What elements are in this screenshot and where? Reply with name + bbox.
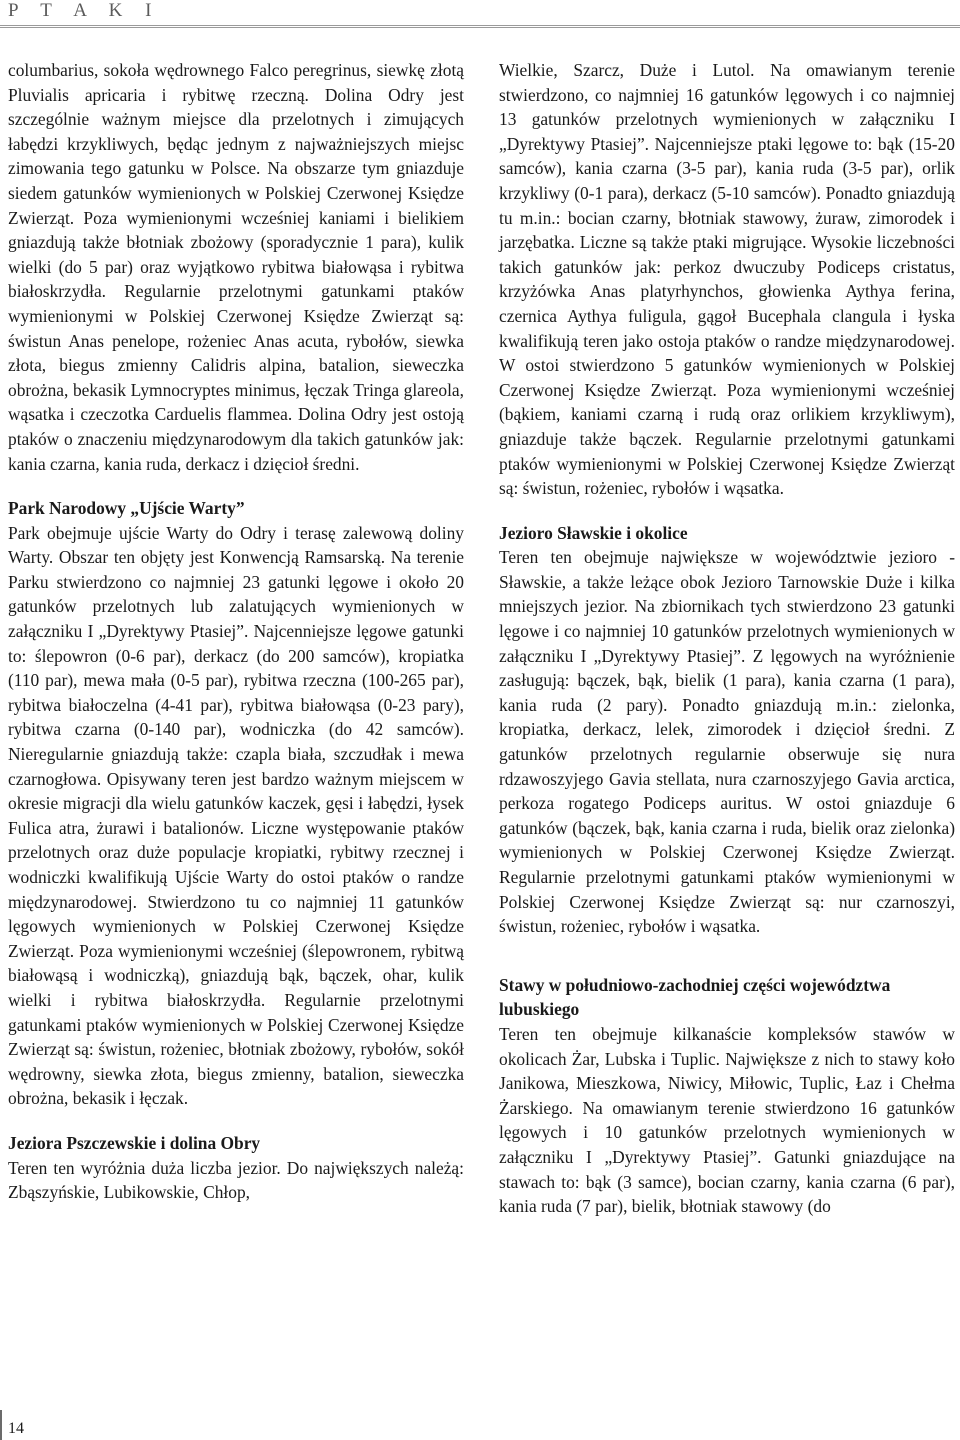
section-heading: Jeziora Pszczewskie i dolina Obry	[8, 1132, 261, 1153]
page-frame-edge	[0, 1410, 2, 1440]
paragraph: Wielkie, Szarcz, Duże i Lutol. Na omawianym terenie stwierdzono, co najmniej 16 gatunków lęgowych i co najmniej 13 gatunków przelotnych wymienionych w załączniku I „Dyrektywy Ptasiej”. Najcenniejsze ptaki lęgowe to: bąk (15-20 samców), kania czarna (3-5 par), kania ruda (3-5 par), orlik krzykliwy (0-1 para), derkacz (5-10 samców). Ponadto gniazdują tu m.in.: bocian czarny, błotniak stawowy, żuraw, zimorodek i jarzębatka. Liczne są także ptaki migrujące. Wysokie liczebności takich gatunków jak: perkoz dwuczuby Podiceps cristatus, krzyżówka Anas platyrhynchos, głowienka Aythya ferina, czernica Aythya fuligula, gągoł Bucephala clangula i łyska kwalifikują teren jako ostoja ptaków o randze międzynarodowej. W ostoi stwierdzono 5 gatunków wymienionych w Polskiej Czerwonej Księdze Zwierząt. Poza wymienionymi wcześniej (bąkiem, kaniami czarną i rudą oraz orlikiem krzykliwym), gniazduje także bączek. Regularnie przelotnymi gatunkami ptaków wymienionymi w Polskiej Czerwonej Księdze Zwierząt są: świstun, rożeniec, rybołów i wąsatka.	[499, 60, 955, 499]
paragraph: Teren ten obejmuje największe w województwie jezioro - Sławskie, a także leżące obok Jezioro Tarnowskie Duże i kilka mniejszych jezior. Na zbiornikach tych stwierdzono 23 gatunki lęgowe i co najmniej 10 gatunków przelotnych wymienionych w załączniku I „Dyrektywy Ptasiej”. Z lęgowych na wyróżnienie zasługują: bączek, bąk, bielik (1 para), kania czarna (1 para), kania ruda (2 pary). Ponadto gniazdują m.in.: zielonka, kropiatka, derkacz, lelek, zimorodek i dzięcioł średni. Z gatunków przelotnych regularnie obserwuje się nura rdzawoszyjego Gavia stellata, nura czarnoszyjego Gavia arctica, perkoza rogatego Podiceps auritus. W ostoi gniazduje 6 gatunków (bączek, bąk, kania czarna i ruda, bielik oraz zielonka) wymienionych w Polskiej Czerwonej Księdze Zwierząt. Regularnie przelotnymi gatunkami ptaków wymienionymi w Polskiej Czerwonej Księdze Zwierząt są: nur czarnoszyi, świstun, rożeniec, rybołów i wąsatka.	[499, 547, 955, 937]
section-heading: Stawy w południowo-zachodniej części województwa lubuskiego	[499, 974, 891, 1020]
header-rule	[0, 25, 960, 28]
right-column	[499, 58, 955, 1219]
section-heading: Park Narodowy „Ujście Warty”	[8, 498, 245, 519]
paragraph: Teren ten obejmuje kilkanaście kompleksów stawów w okolicach Żar, Lubska i Tuplic. Największe z nich to stawy koło Janikowa, Mieszkowa, Niwicy, Miłowic, Tuplic, Łaz i Chełma Żarskiego. Na omawianym terenie stwierdzono 16 gatunków lęgowych i 10 gatunków przelotnych wymienionych w załączniku I „Dyrektywy Ptasiej”. Gatunki gniazdujące na stawach to: bąk (3 samce), bocian czarny, kania czarna (6 par), kania ruda (7 par), bielik, błotniak stawowy (do	[499, 1023, 955, 1217]
left-column	[8, 58, 464, 1205]
paragraph: Teren ten wyróżnia duża liczba jezior. Do największych należą: Zbąszyńskie, Lubikowskie, Chłop,	[8, 1157, 464, 1203]
running-title: P T A K I	[8, 0, 161, 21]
paragraph: columbarius, sokoła wędrownego Falco peregrinus, siewkę złotą Pluvialis apricaria i rybitwę rzeczną. Dolina Odry jest szczególnie ważnym miejsce dla przelotnych i zimujących łabędzi krzykliwych, będąc jednym z najważniejszych miejsc zimowania tego gatunku w Polsce. Na obszarze tym gniazduje siedem gatunków wymienionych w Polskiej Czerwonej Księdze Zwierząt. Poza wymienionymi wcześniej kaniami i bielikiem gniazdują także błotniak zbożowy (sporadycznie 1 para), kulik wielki (do 5 par) oraz wyjątkowo rybitwa białowąsa i rybitwa białoskrzydła. Regularnie przelotnymi gatunkami ptaków wymienionymi w Polskiej Czerwonej Księdze Zwierząt są: świstun Anas penelope, rożeniec Anas acuta, rybołów, siewka złota, biegus zmienny Calidris alpina, batalion, sieweczka obrożna, bekasik Lymnocryptes minimus, łęczak Tringa glareola, wąsatka i czeczotka Carduelis flammea. Dolina Odry jest ostoją ptaków o znaczeniu międzynarodowym dla takich gatunków jak: kania czarna, kania ruda, derkacz i dzięcioł średni.	[8, 60, 464, 474]
page-number: 14	[8, 1420, 24, 1437]
paragraph: Park obejmuje ujście Warty do Odry i terasę zalewową doliny Warty. Obszar ten objęty jest Konwencją Ramsarską. Na terenie Parku stwierdzono co najmniej 23 gatunki lęgowe i około 20 gatunków przelotnych lub zalatujących wymienionych w załączniku I „Dyrektywy Ptasiej”. Najcenniejsze lęgowe gatunki to: ślepowron (0-6 par), derkacz (do 200 samców), kropiatka (110 par), mewa mała (0-5 par), rybitwa rzeczna (100-265 par), rybitwa białoczelna (4-41 par), rybitwa białowąsa (0-23 pary), rybitwa czarna (0-140 par), wodniczka (do 42 samców). Nieregularnie gniazdują także: czapla biała, szczudłak i mewa czarnogłowa. Opisywany teren jest bardzo ważnym miejscem w okresie migracji dla wielu gatunków kaczek, gęsi i łabędzi, łysek Fulica atra, żurawi i batalionów. Liczne występowanie ptaków przelotnych oraz duże populacje kropiatki, rybitwy rzecznej i wodniczki kwalifikują Ujście Warty do ostoi ptaków o randze międzynarodowej. Stwierdzono tu co najmniej 11 gatunków lęgowych wymienionych w Polskiej Czerwonej Księdze Zwierząt. Poza wymienionymi wcześniej (ślepowronem, rybitwą białowąsą i wodniczką), gniazdują bąk, bączek, ohar, kulik wielki i rybitwa białoskrzydła. Regularnie przelotnymi gatunkami ptaków wymienionych w Polskiej Czerwonej Księdze Zwierząt są: świstun, rożeniec, błotniak zbożowy, rybołów, sokół wędrowny, siewka złota, biegus zmienny, batalion, sieweczka obrożna, bekasik i łęczak.	[8, 522, 464, 1109]
section-heading: Jezioro Sławskie i okolice	[499, 522, 688, 543]
